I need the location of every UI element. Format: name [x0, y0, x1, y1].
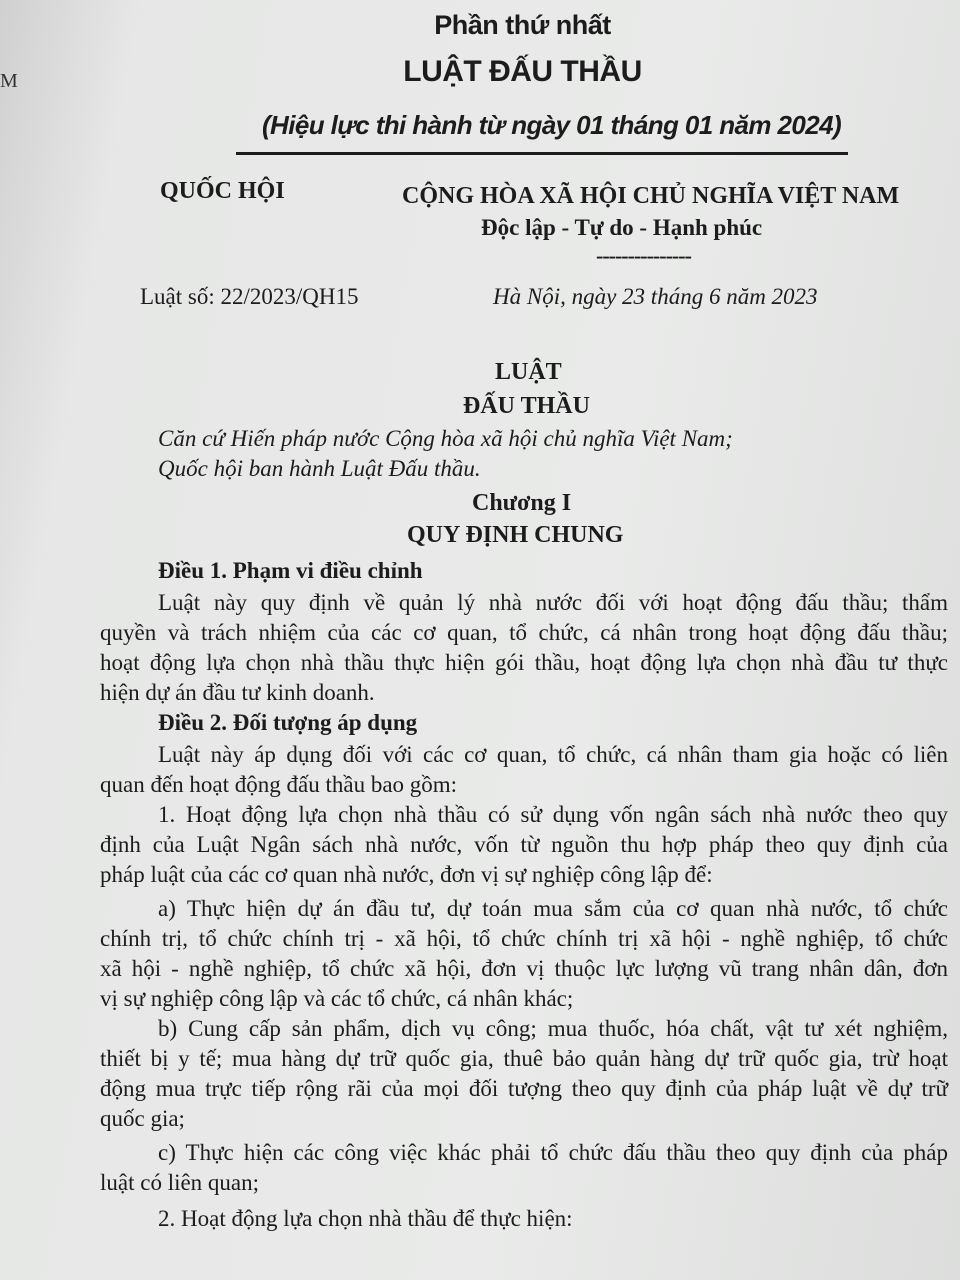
page-edge-letter: M: [0, 70, 18, 92]
clause-1-line: định của Luật Ngân sách nhà nước, vốn từ nguồn thu hợp pháp theo quy định của: [100, 832, 948, 857]
point-a-line: vị sự nghiệp công lập và các tổ chức, cá nhân khác;: [100, 986, 574, 1011]
clause-1-line: 1. Hoạt động lựa chọn nhà thầu có sử dụng vốn ngân sách nhà nước theo quy: [158, 802, 948, 827]
article-1-line: Luật này quy định về quản lý nhà nước đối với hoạt động đấu thầu; thẩm: [158, 590, 948, 615]
point-b-line: b) Cung cấp sản phẩm, dịch vụ công; mua thuốc, hóa chất, vật tư xét nghiệm,: [158, 1016, 948, 1041]
header-underline: [236, 152, 848, 155]
chapter-title: QUY ĐỊNH CHUNG: [407, 522, 624, 548]
point-a-line: a) Thực hiện dự án đầu tư, dự toán mua sắm của cơ quan nhà nước, tổ chức: [158, 896, 948, 921]
effective-date-heading: (Hiệu lực thi hành từ ngày 01 tháng 01 năm 2024): [262, 110, 842, 140]
document-name: ĐẤU THẦU: [463, 393, 590, 419]
point-b-line: động mua trực tiếp rộng rãi của mọi đối tượng theo quy định của pháp luật về dự trữ: [100, 1076, 948, 1101]
motto-rule: ---------------: [596, 243, 691, 268]
place-date: Hà Nội, ngày 23 tháng 6 năm 2023: [493, 284, 818, 309]
point-b-line: quốc gia;: [100, 1106, 185, 1131]
law-number: Luật số: 22/2023/QH15: [140, 284, 359, 309]
article-1-title: Điều 1. Phạm vi điều chỉnh: [158, 558, 423, 583]
motto-label: Độc lập - Tự do - Hạnh phúc: [481, 215, 763, 240]
article-1-line: quyền và trách nhiệm của các cơ quan, tổ chức, cá nhân trong hoạt động đấu thầu;: [100, 620, 948, 645]
point-a-line: xã hội - nghề nghiệp, tổ chức xã hội, đơn vị thuộc lực lượng vũ trang nhân dân, đơn: [100, 956, 948, 981]
preamble-line: Quốc hội ban hành Luật Đấu thầu.: [158, 456, 481, 481]
article-2-intro-line: quan đến hoạt động đấu thầu bao gồm:: [100, 772, 458, 797]
law-title-heading: LUẬT ĐẤU THẦU: [403, 55, 642, 88]
article-1-line: hoạt động lựa chọn nhà thầu thực hiện gói thầu, hoạt động lựa chọn nhà đầu tư thực: [100, 650, 948, 675]
clause-1-line: pháp luật của các cơ quan nhà nước, đơn vị sự nghiệp công lập để:: [100, 862, 713, 887]
document-type: LUẬT: [495, 359, 562, 385]
republic-label: CỘNG HÒA XÃ HỘI CHỦ NGHĨA VIỆT NAM: [402, 183, 900, 209]
issuer-label: QUỐC HỘI: [160, 178, 285, 204]
article-1-line: hiện dự án đầu tư kinh doanh.: [100, 680, 375, 705]
point-c-line: c) Thực hiện các công việc khác phải tổ chức đấu thầu theo quy định của pháp: [158, 1140, 948, 1165]
point-c-line: luật có liên quan;: [100, 1170, 260, 1195]
point-a-line: chính trị, tổ chức chính trị - xã hội, tổ chức chính trị xã hội - nghề nghiệp, tổ chức: [100, 926, 948, 951]
chapter-number: Chương I: [472, 490, 572, 516]
clause-2-line: 2. Hoạt động lựa chọn nhà thầu để thực hiện:: [158, 1206, 573, 1231]
point-b-line: thiết bị y tế; mua hàng dự trữ quốc gia, thuê bảo quản hàng dự trữ quốc gia, trừ hoạt: [100, 1046, 948, 1071]
preamble-line: Căn cứ Hiến pháp nước Cộng hòa xã hội chủ nghĩa Việt Nam;: [158, 426, 733, 451]
part-heading: Phần thứ nhất: [434, 10, 611, 40]
article-2-intro-line: Luật này áp dụng đối với các cơ quan, tổ chức, cá nhân tham gia hoặc có liên: [158, 742, 948, 767]
article-2-title: Điều 2. Đối tượng áp dụng: [158, 710, 418, 735]
